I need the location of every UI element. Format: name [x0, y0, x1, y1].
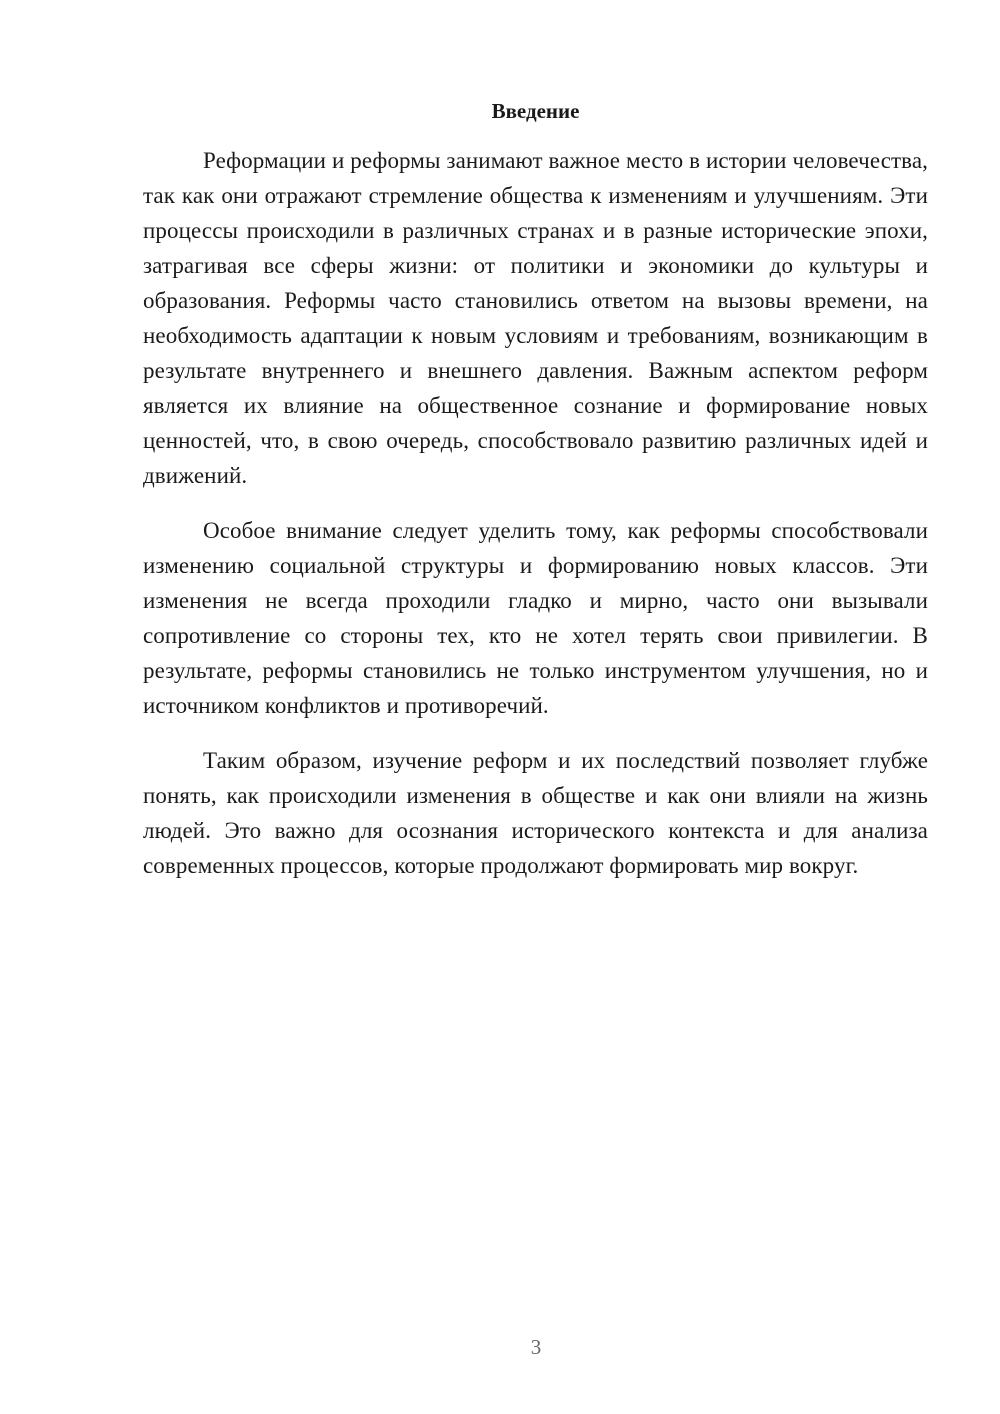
paragraph-3: Таким образом, изучение реформ и их последствий позволяет глубже понять, как происходили изменения в обществе и как они влияли на жизнь людей. Это важно для осознания исторического контекста и для анализа современных процессов, которые продолжают формировать мир вокруг.: [143, 748, 928, 878]
document-body: [143, 143, 928, 903]
page-number: 3: [530, 1335, 542, 1359]
paragraph-1: Реформации и реформы занимают важное место в истории человечества, так как они отражают стремление общества к изменениям и улучшениям. Эти процессы происходили в различных странах и в разные исторические эпохи, затрагивая все сферы жизни: от политики и экономики до культуры и образования. Реформы часто становились ответом на вызовы времени, на необходимость адаптации к новым условиям и требованиям, возникающим в результате внутреннего и внешнего давления. Важным аспектом реформ является их влияние на общественное сознание и формирование новых ценностей, что, в свою очередь, способствовало развитию различных идей и движений.: [143, 148, 928, 488]
paragraph-2: Особое внимание следует уделить тому, как реформы способствовали изменению социальной структуры и формированию новых классов. Эти изменения не всегда проходили гладко и мирно, часто они вызывали сопротивление со стороны тех, кто не хотел терять свои привилегии. В результате, реформы становились не только инструментом улучшения, но и источником конфликтов и противоречий.: [143, 518, 928, 718]
page-title: Введение: [491, 99, 580, 123]
